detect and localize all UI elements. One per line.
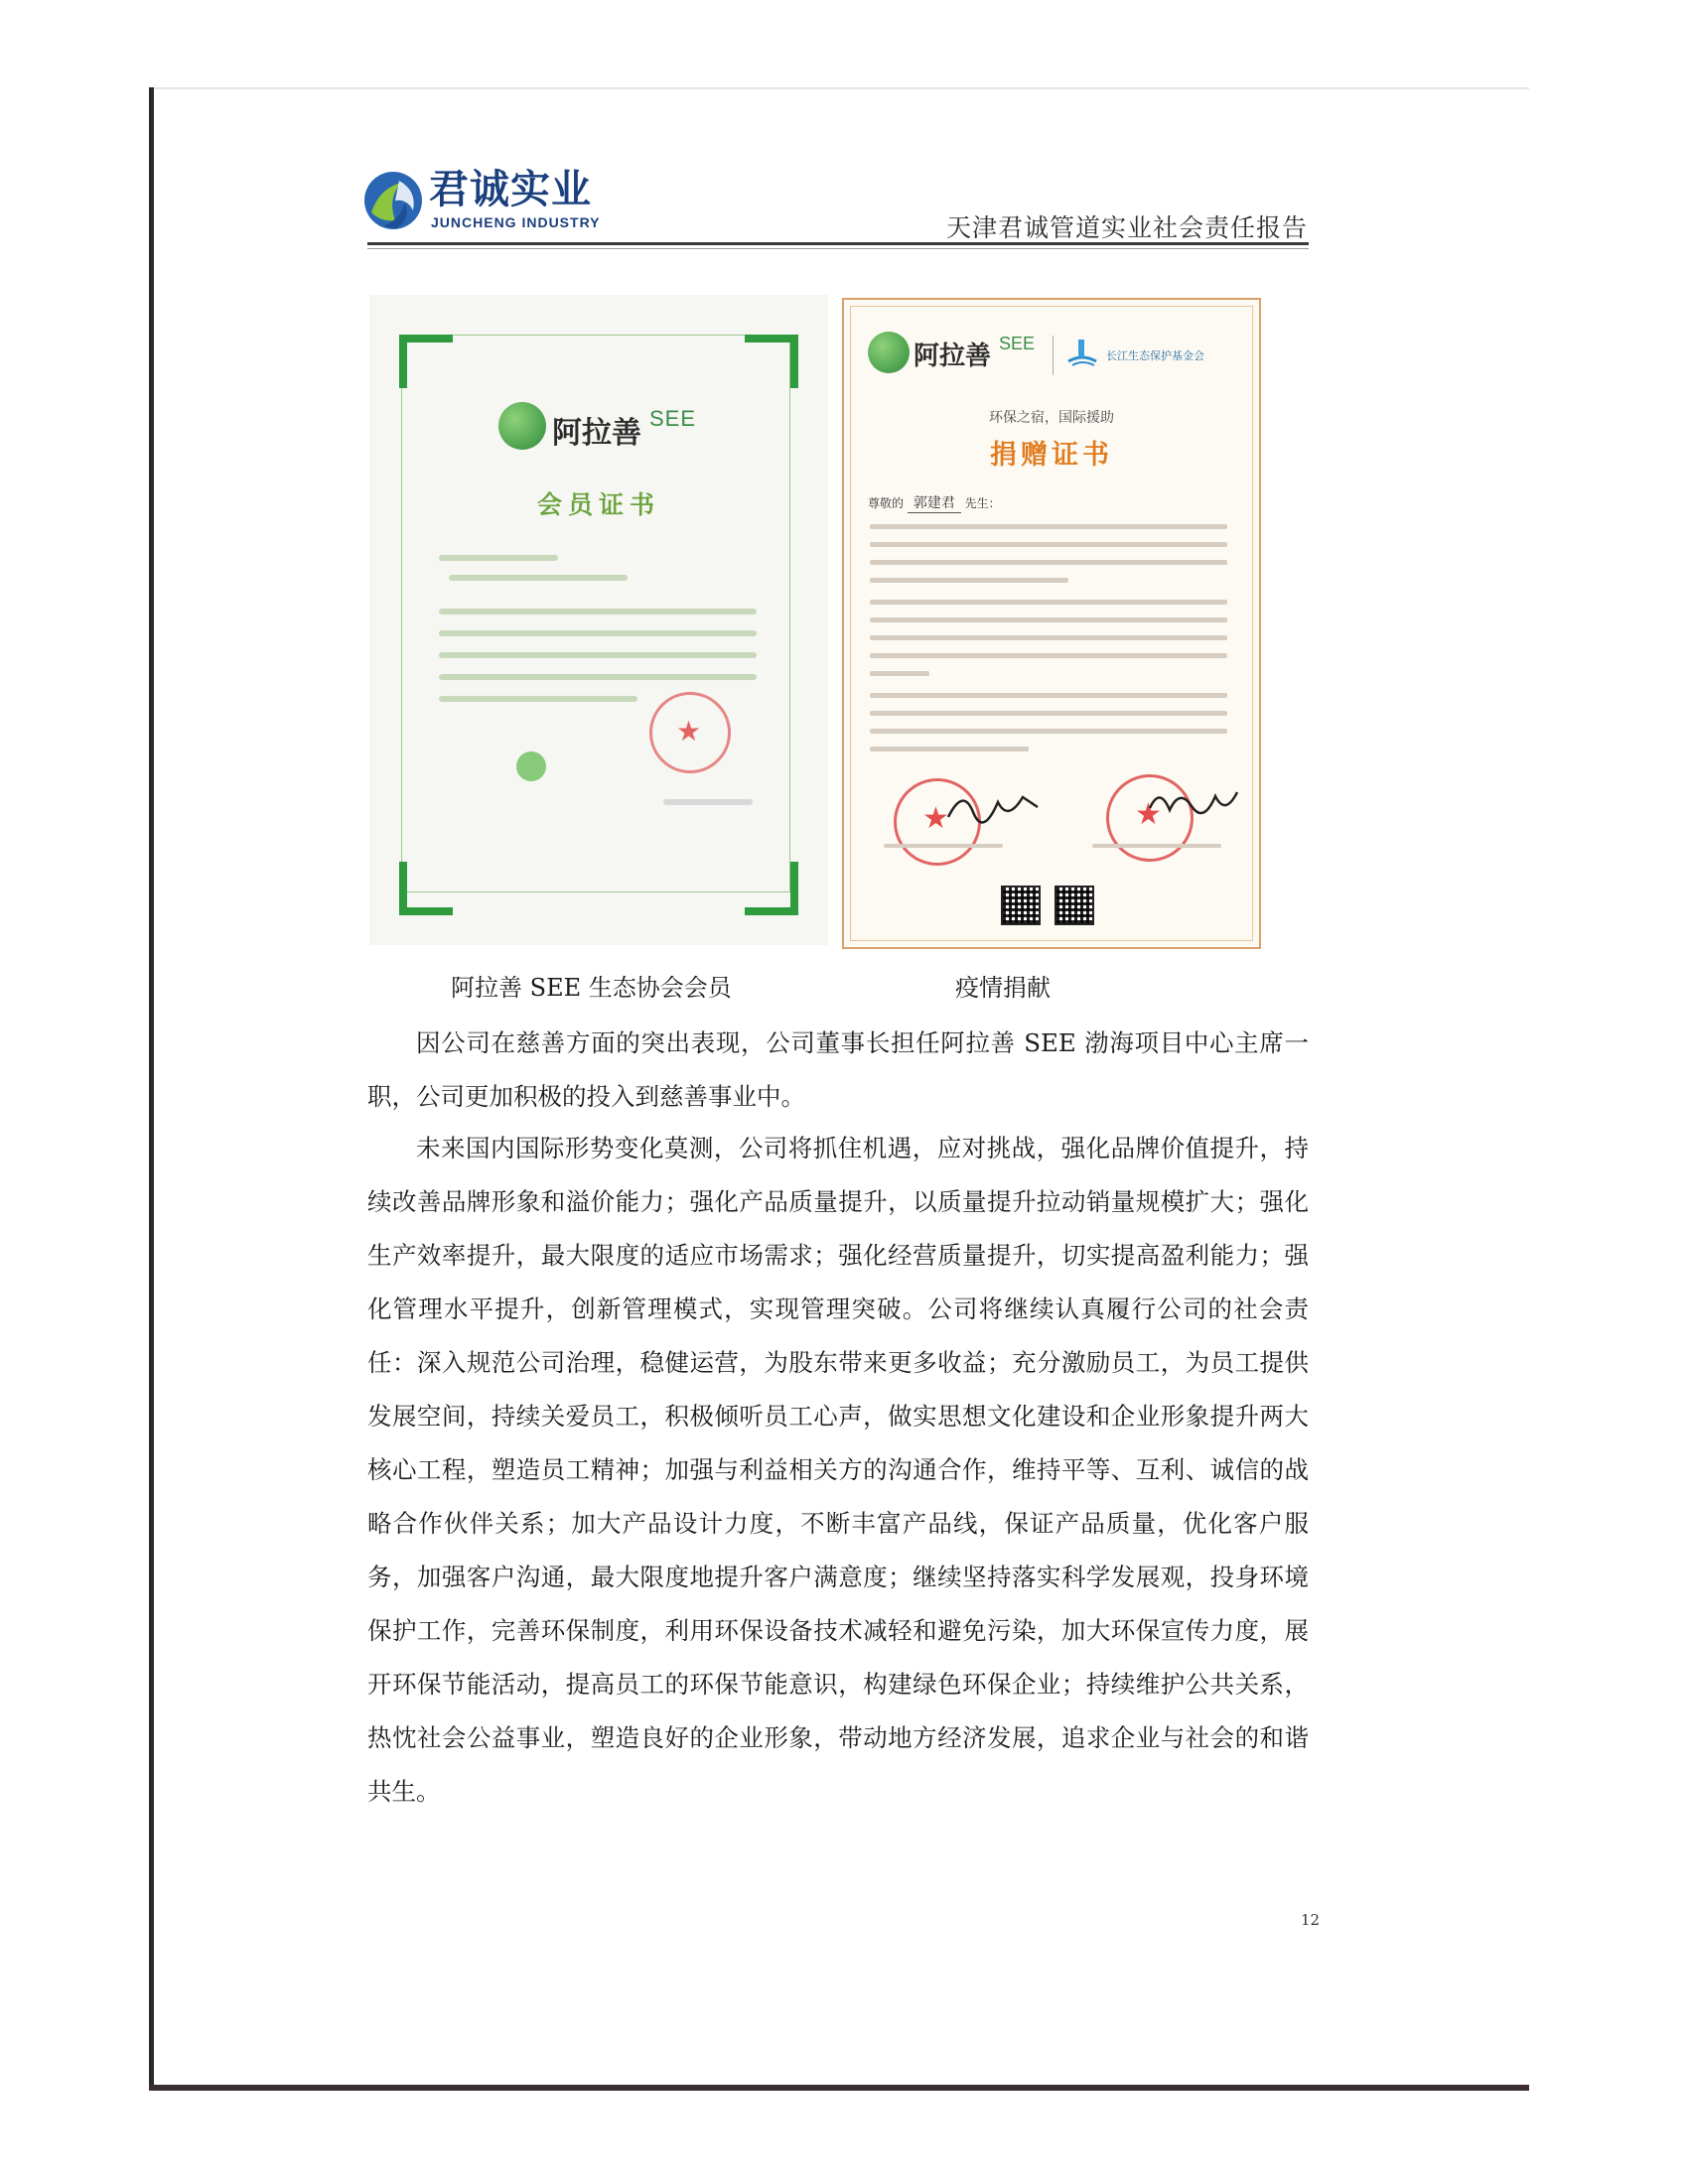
- donation-certificate-title: 捐赠证书: [990, 440, 1113, 471]
- red-seal-stamp: [649, 692, 731, 773]
- member-certificate-title: 会员证书: [536, 490, 660, 519]
- recipient-honorific: 先生：: [964, 496, 1001, 510]
- illegible-text-line: [449, 575, 628, 581]
- caption-member-certificate: 阿拉善 SEE 生态协会会员: [451, 974, 732, 1002]
- company-logo-cn: 君诚实业: [429, 167, 592, 212]
- company-logo-en: JUNCHENG INDUSTRY: [431, 214, 601, 230]
- illegible-text-line: [870, 711, 1227, 716]
- company-logo-mark-icon: [361, 169, 425, 232]
- illegible-text-line: [870, 693, 1227, 698]
- illegible-text-line: [439, 696, 637, 702]
- frame-corner-ornament: [399, 862, 453, 915]
- illegible-text-line: [870, 560, 1227, 565]
- illegible-text-line: [439, 674, 757, 680]
- illegible-text-line: [870, 671, 929, 676]
- illegible-date-line: [663, 799, 753, 805]
- scan-edge-bottom: [149, 2085, 1529, 2091]
- illegible-text-line: [870, 653, 1227, 658]
- see-logo-name: 阿拉善: [552, 416, 641, 451]
- illegible-text-line: [870, 578, 1068, 583]
- illegible-text-line: [870, 524, 1227, 529]
- body-paragraph-2: 未来国内国际形势变化莫测，公司将抓住机遇，应对挑战，强化品牌价值提升，持续改善品牌形象和溢价能力；强化产品质量提升，以质量提升拉动销量规模扩大；强化生产效率提升，最大限度的适应市场需求；强化经营质量提升，切实提高盈利能力；强化管理水平提升，创新管理模式，实现管理突破。公司将继续认真履行公司的社会责任：深入规范公司治理，稳健运营，为股东带来更多收益；充分激励员工，为员工提供发展空间，持续关爱员工，积极倾听员工心声，做实思想文化建设和企业形象提升两大核心工程，塑造员工精神；加强与利益相关方的沟通合作，维持平等、互利、诚信的战略合作伙伴关系；加大产品设计力度，不断丰富产品线，保证产品质量，优化客户服务，加强客户沟通，最大限度地提升客户满意度；继续坚持落实科学发展观，投身环境保护工作，完善环保制度，利用环保设备技术减轻和避免污染，加大环保宣传力度，展开环保节能活动，提高员工的环保节能意识，构建绿色环保企业；持续维护公共关系，热忱社会公益事业，塑造良好的企业形象，带动地方经济发展，追求企业与社会的和谐共生。: [367, 1134, 1309, 1806]
- illegible-text-line: [870, 635, 1227, 640]
- frame-corner-ornament: [399, 335, 453, 388]
- donation-certificate-subtitle: 环保之宿，国际援助: [989, 410, 1114, 426]
- seal-star-icon: ★: [676, 715, 702, 748]
- signature-icon: [943, 782, 1043, 832]
- seal-star-icon: ★: [922, 801, 949, 836]
- scan-edge-top: [154, 87, 1529, 89]
- recipient-name: 郭建君: [908, 492, 961, 513]
- donation-greeting: [868, 492, 1001, 513]
- see-leaf-icon: [868, 332, 910, 373]
- qr-code-icon: [1001, 886, 1041, 925]
- illegible-text-line: [870, 542, 1227, 547]
- logo-divider: [1053, 336, 1054, 375]
- illegible-text-line: [870, 600, 1227, 605]
- yangtze-foundation-logo-icon: [1064, 334, 1100, 369]
- header-rule-thin: [367, 248, 1309, 249]
- frame-corner-ornament: [745, 335, 798, 388]
- report-title: 天津君诚管道实业社会责任报告: [945, 213, 1308, 242]
- see-logo-brand: SEE: [649, 406, 697, 431]
- donation-certificate-image: [842, 298, 1261, 949]
- caption-donation-certificate: 疫情捐献: [955, 974, 1051, 1002]
- decorative-bubble: [516, 751, 546, 781]
- see-logo-brand: SEE: [999, 334, 1036, 353]
- header-rule: [367, 242, 1309, 245]
- illegible-text-line: [439, 630, 757, 636]
- greeting-label: 尊敬的: [868, 496, 905, 510]
- signature-icon: [1142, 778, 1241, 828]
- seal-star-icon: ★: [1135, 797, 1162, 832]
- frame-corner-ornament: [745, 862, 798, 915]
- company-logo: [361, 167, 610, 236]
- illegible-text-line: [439, 609, 757, 614]
- page-number: 12: [1301, 1911, 1321, 1929]
- see-logo: [498, 402, 707, 452]
- scan-edge-left: [149, 87, 154, 2091]
- see-leaf-icon: [498, 402, 546, 450]
- illegible-text-line: [870, 617, 1227, 622]
- illegible-text-line: [439, 555, 558, 561]
- illegible-text-line: [1092, 844, 1221, 848]
- body-paragraph-1: 因公司在慈善方面的突出表现，公司董事长担任阿拉善 SEE 渤海项目中心主席一职，公司更加积极的投入到慈善事业中。: [367, 1028, 1309, 1111]
- partner-foundation-name: 长江生态保护基金会: [1106, 349, 1204, 362]
- illegible-text-line: [439, 652, 757, 658]
- illegible-text-line: [884, 844, 1003, 848]
- member-certificate-image: [369, 295, 828, 945]
- qr-code-icon: [1055, 886, 1094, 925]
- illegible-text-line: [870, 747, 1029, 751]
- see-logo-name: 阿拉善: [914, 341, 992, 371]
- see-logo: [868, 332, 1047, 375]
- illegible-text-line: [870, 729, 1227, 734]
